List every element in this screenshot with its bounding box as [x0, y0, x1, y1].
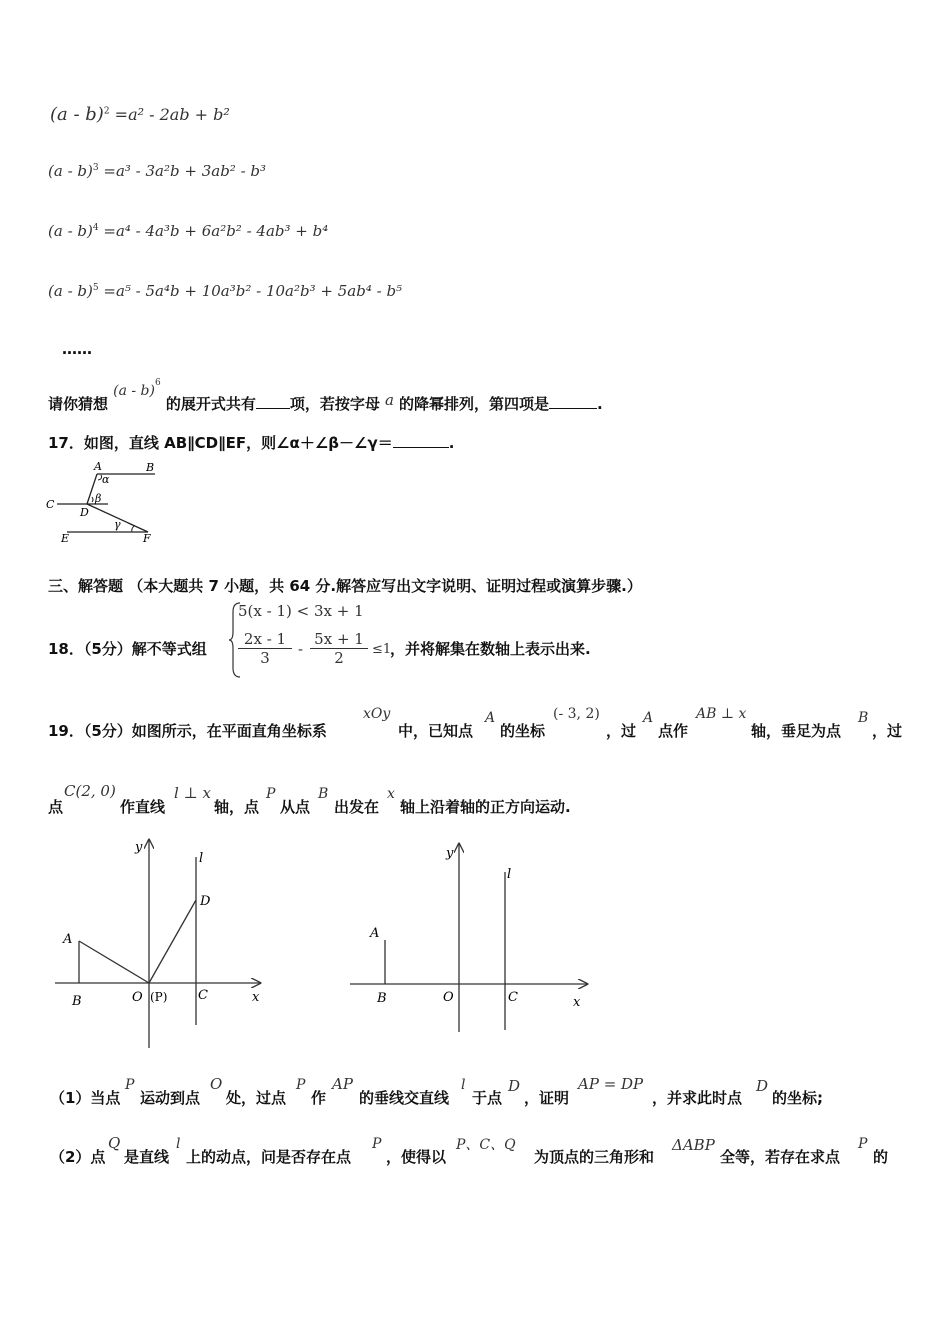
formula-rhs: =a⁵ - 5a⁴b + 10a³b² - 10a²b³ + 5ab⁴ - b⁵ — [103, 282, 403, 300]
q17-text: 17．如图，直线 AB∥CD∥EF，则∠α＋∠β－∠γ＝ — [48, 434, 393, 452]
label-O: O — [443, 990, 454, 1005]
label-D: D — [200, 894, 211, 909]
q16-expression: (a - b) — [113, 383, 155, 399]
q16-variable-a: a — [384, 391, 394, 409]
formula-exponent: 4 — [92, 223, 99, 233]
answer-blank-fourth-term[interactable] — [549, 394, 597, 409]
label-D: D — [80, 506, 89, 519]
q19-point-A: A — [485, 710, 496, 726]
part2-text-7: 的 — [873, 1148, 889, 1166]
q19-text-5: 点作 — [658, 722, 689, 740]
q16-text-5: . — [597, 395, 603, 413]
q19-text-7: ，过 — [872, 722, 903, 740]
part1-equation: AP = DP — [578, 1075, 644, 1093]
formula-lhs: (a - b) — [48, 222, 93, 240]
part1-text-4: 作 — [311, 1089, 327, 1107]
q19-text-12: 出发在 — [334, 798, 380, 816]
graph-2 — [345, 840, 595, 1035]
part1-text-7: ，证明 — [524, 1089, 570, 1107]
part1-point-D: D — [508, 1077, 521, 1095]
formula-rhs: =a⁴ - 4a³b + 6a²b² - 4ab³ + b⁴ — [103, 222, 329, 240]
label-l: l — [507, 867, 512, 882]
label-gamma: γ — [114, 518, 121, 531]
formula-power-5 — [48, 282, 402, 300]
formula-lhs: (a - b) — [48, 282, 93, 300]
graph-1 — [50, 835, 270, 1050]
q18-fraction-1 — [238, 630, 292, 667]
segment-PD — [149, 900, 196, 983]
part1-text-5: 的垂线交直线 — [359, 1089, 450, 1107]
q18-suffix: ，并将解集在数轴上表示出来. — [390, 640, 591, 658]
q18-minus: - — [298, 640, 304, 658]
part2-PCQ: P、C、Q — [456, 1137, 516, 1153]
part2-point-Q: Q — [108, 1134, 121, 1152]
formula-power-2 — [50, 104, 230, 125]
fraction-denominator: 3 — [260, 649, 270, 667]
section-3-heading: 三、解答题 （本大题共 7 小题，共 64 分.解答应写出文字说明、证明过程或演算步骤.） — [48, 577, 642, 595]
part2-point-P-2: P — [858, 1136, 868, 1152]
q19-coord-A: (- 3, 2) — [553, 706, 600, 722]
label-B: B — [72, 994, 82, 1009]
label-O: O — [132, 990, 143, 1005]
question-19-line-1 — [48, 704, 928, 744]
q19-point-A-2: A — [643, 710, 654, 726]
formula-power-3 — [48, 162, 266, 180]
q19-l-perp: l ⊥ x — [174, 784, 211, 802]
q19-xOy: xOy — [363, 706, 391, 722]
label-A: A — [94, 460, 102, 473]
q19-text-2: 中，已知点 — [398, 722, 474, 740]
label-F: F — [143, 532, 151, 545]
part1-text-3: 处，过点 — [226, 1089, 287, 1107]
part1-line-l: l — [461, 1077, 466, 1093]
part2-text-2: 是直线 — [124, 1148, 170, 1166]
label-alpha: α — [102, 473, 110, 486]
label-B: B — [146, 461, 155, 474]
part1-text-1: （1）当点 — [50, 1089, 121, 1107]
label-E: E — [61, 532, 70, 545]
q19-text-11: 从点 — [280, 798, 311, 816]
part1-point-O: O — [210, 1075, 223, 1093]
label-B: B — [377, 991, 387, 1006]
question-16-text — [48, 378, 603, 413]
part2-triangle-ABP: ΔABP — [672, 1136, 715, 1154]
label-x: x — [252, 990, 260, 1005]
fraction-numerator: 5x + 1 — [310, 630, 368, 649]
label-C: C — [46, 498, 55, 511]
label-A: A — [370, 926, 380, 941]
part1-text-8: ，并求此时点 — [652, 1089, 743, 1107]
question-18 — [48, 600, 668, 682]
part2-text-5: 为顶点的三角形和 — [534, 1148, 655, 1166]
q19-text-13: 轴上沿着轴的正方向运动. — [400, 798, 571, 816]
part2-line-l: l — [176, 1136, 181, 1152]
q19-AB-perp: AB ⊥ x — [696, 706, 747, 722]
q17-figure — [40, 456, 170, 548]
formula-lhs: (a - b) — [48, 162, 93, 180]
label-P: (P) — [150, 990, 168, 1004]
q16-text-4: 的降幂排列，第四项是 — [398, 395, 549, 413]
part1-text-2: 运动到点 — [140, 1089, 201, 1107]
question-19-part-2 — [50, 1132, 930, 1172]
q19-text-9: 作直线 — [120, 798, 166, 816]
part1-text-6: 于点 — [472, 1089, 503, 1107]
q19-x: x — [387, 786, 395, 802]
part1-text-9: 的坐标; — [772, 1089, 823, 1107]
q19-text-10: 轴，点 — [214, 798, 260, 816]
q18-fraction-2 — [310, 630, 368, 667]
q19-text-6: 轴，垂足为点 — [751, 722, 842, 740]
label-x: x — [573, 995, 581, 1010]
part2-text-1: （2）点 — [50, 1148, 106, 1166]
label-C: C — [508, 990, 518, 1005]
part1-point-D-2: D — [756, 1077, 769, 1095]
q19-text-8: 点 — [48, 798, 64, 816]
label-y: y — [446, 846, 454, 861]
q19-point-P: P — [266, 786, 276, 802]
q17-end: . — [448, 434, 455, 452]
part2-text-3: 上的动点，问是否存在点 — [186, 1148, 352, 1166]
q16-exponent: 6 — [154, 378, 161, 388]
q18-prefix: 18．（5分）解不等式组 — [48, 640, 207, 658]
label-beta: β — [95, 492, 102, 505]
question-19-part-1 — [50, 1073, 920, 1113]
label-C: C — [198, 988, 208, 1003]
part2-text-6: 全等，若存在求点 — [720, 1148, 841, 1166]
part2-point-P: P — [372, 1136, 382, 1152]
formula-exponent: 5 — [92, 283, 99, 293]
label-l: l — [199, 851, 204, 866]
formula-lhs: (a - b) — [50, 104, 104, 125]
formula-exponent: 3 — [92, 163, 99, 173]
q18-inequality-1: 5(x - 1) < 3x + 1 — [238, 602, 364, 620]
part1-point-P-2: P — [296, 1077, 306, 1093]
answer-blank-angle[interactable] — [393, 433, 449, 448]
segment-AP — [79, 941, 149, 983]
part1-AP: AP — [332, 1075, 353, 1093]
q16-text-2: 的展开式共有 — [165, 395, 256, 413]
answer-blank-terms[interactable] — [256, 394, 290, 409]
q19-point-C: C(2, 0) — [64, 782, 116, 800]
q16-text-1: 请你猜想 — [48, 395, 109, 413]
q19-text-3: 的坐标 — [500, 722, 546, 740]
ellipsis: …… — [62, 340, 92, 358]
question-17 — [48, 432, 454, 453]
label-A: A — [63, 932, 73, 947]
q19-point-B-2: B — [318, 786, 329, 802]
formula-rhs: =a³ - 3a²b + 3ab² - b³ — [103, 162, 267, 180]
part2-text-4: ，使得以 — [386, 1148, 447, 1166]
question-19-line-2 — [48, 782, 928, 822]
label-y: y — [135, 840, 143, 855]
q19-point-B: B — [858, 710, 869, 726]
fraction-numerator: 2x - 1 — [238, 630, 292, 649]
formula-exponent: 2 — [103, 106, 110, 117]
q16-text-3: 项，若按字母 — [289, 395, 380, 413]
q19-text-4: ，过 — [606, 722, 637, 740]
part1-point-P: P — [125, 1077, 135, 1093]
fraction-denominator: 2 — [334, 649, 344, 667]
formula-rhs: =a² - 2ab + b² — [114, 105, 230, 124]
q18-le: ≤1 — [372, 642, 392, 657]
q19-text-1: 19．（5分）如图所示，在平面直角坐标系 — [48, 722, 327, 740]
formula-power-4 — [48, 222, 328, 240]
